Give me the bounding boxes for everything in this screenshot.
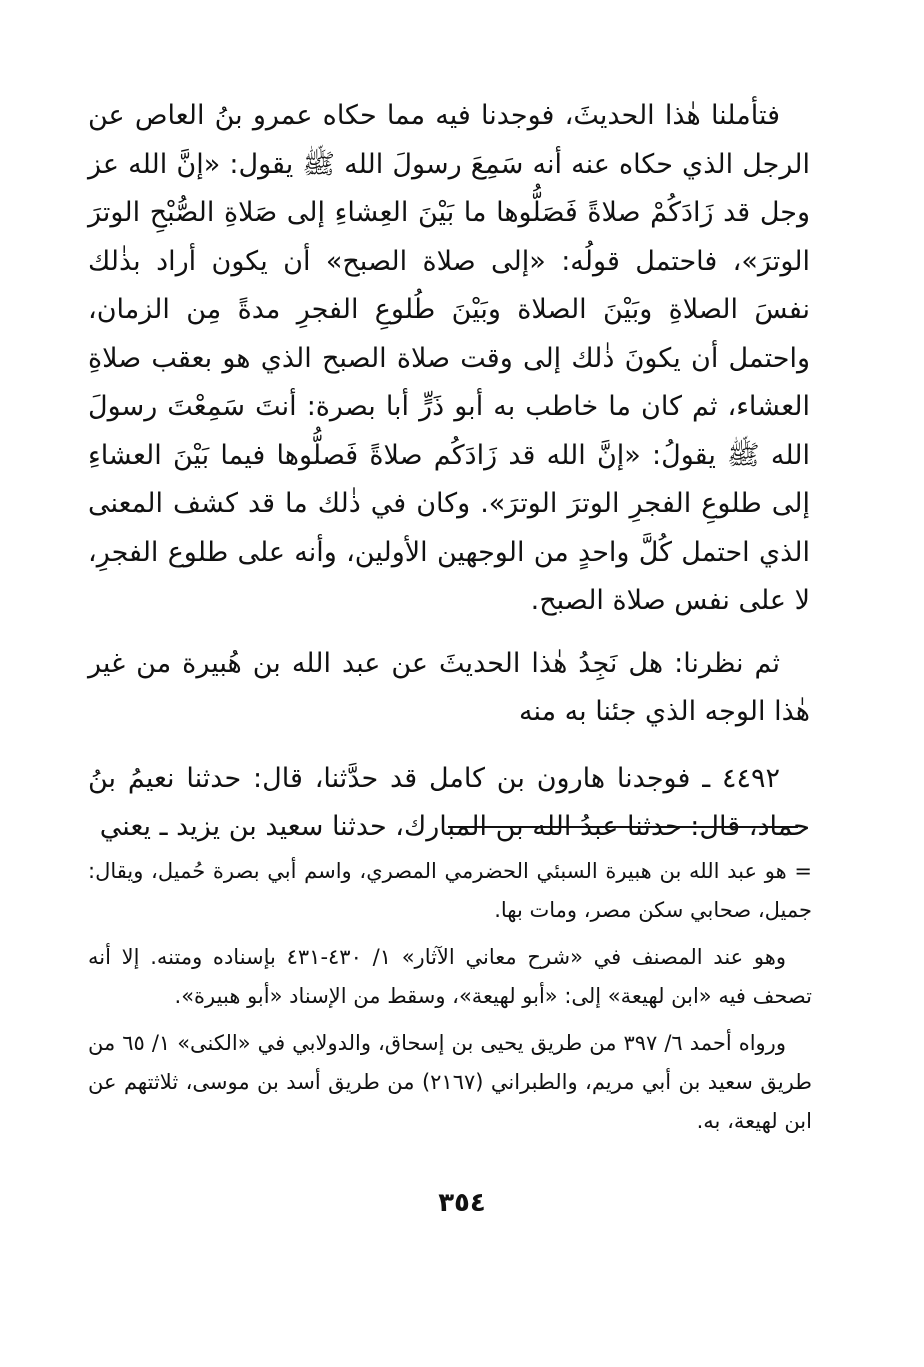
main-text — [88, 92, 810, 852]
paragraph-2: ثم نظرنا: هل نَجِدُ هٰذا الحديثَ عن عبد الله بن هُبيرة من غير هٰذا الوجه الذي جئنا به منه — [88, 647, 810, 727]
page-number: ٣٥٤ — [438, 1188, 486, 1218]
paragraph-3: ٤٤٩٢ ـ فوجدنا هارون بن كامل قد حدَّثنا، قال: حدثنا نعيمُ بنُ حماد، قال: حدثنا عبدُ الله بن المبارك، حدثنا سعيد بن يزيد ـ يعني — [88, 762, 810, 842]
paragraph-1: فتأملنا هٰذا الحديثَ، فوجدنا فيه مما حكاه عمرو بنُ العاص عن الرجل الذي حكاه عنه أنه سَمِعَ رسولَ الله ﷺ يقول: «إنَّ الله عز وجل قد زَادَكُمْ صلاةً فَصَلُّوها ما بَيْنَ العِشاءِ إلى صَلاةِ الصُّبْحِ الوترَ الوترَ»، فاحتمل قولُه: «إلى صلاة الصبح» أن يكون أراد بذٰلك نفسَ الصلاةِ وبَيْنَ الصلاة وبَيْنَ طُلوعِ الفجرِ مدةً مِن الزمان، واحتمل أن يكونَ ذٰلك إلى وقت صلاة الصبح الذي هو بعقب صلاةِ العشاء، ثم كان ما خاطب به أبو ذَرٍّ أبا بصرة: أنتَ سَمِعْتَ رسولَ الله ﷺ يقولُ: «إنَّ الله قد زَادَكُم صلاةً فَصلُّوها فيما بَيْنَ العشاءِ إلى طلوعِ الفجرِ الوترَ الوترَ». وكان في ذٰلك ما قد كشف المعنى الذي احتمل كُلَّ واحدٍ من الوجهين الأولين، وأنه على طلوع الفجرِ، لا على نفس صلاة الصبح. — [88, 100, 810, 616]
footnote-1: = هو عبد الله بن هبيرة السبئي الحضرمي المصري، واسم أبي بصرة حُميل، ويقال: جميل، صحابي سكن مصر، ومات بها. — [88, 859, 812, 922]
footnote-3: ورواه أحمد ٦/ ٣٩٧ من طريق يحيى بن إسحاق، والدولابي في «الكنى» ١/ ٦٥ من طريق سعيد بن أبي مريم، والطبراني (٢١٦٧) من طريق أسد بن موسى، ثلاثتهم عن ابن لهيعة، به. — [88, 1031, 812, 1133]
footnote-2: وهو عند المصنف في «شرح معاني الآثار» ١/ ٤٣٠-٤٣١ بإسناده ومتنه. إلا أنه تصحف فيه «ابن لهيعة» إلى: «أبو لهيعة»، وسقط من الإسناد «أبو هبيرة». — [88, 945, 812, 1008]
footnotes — [88, 852, 812, 1141]
footnote-divider — [448, 826, 798, 828]
